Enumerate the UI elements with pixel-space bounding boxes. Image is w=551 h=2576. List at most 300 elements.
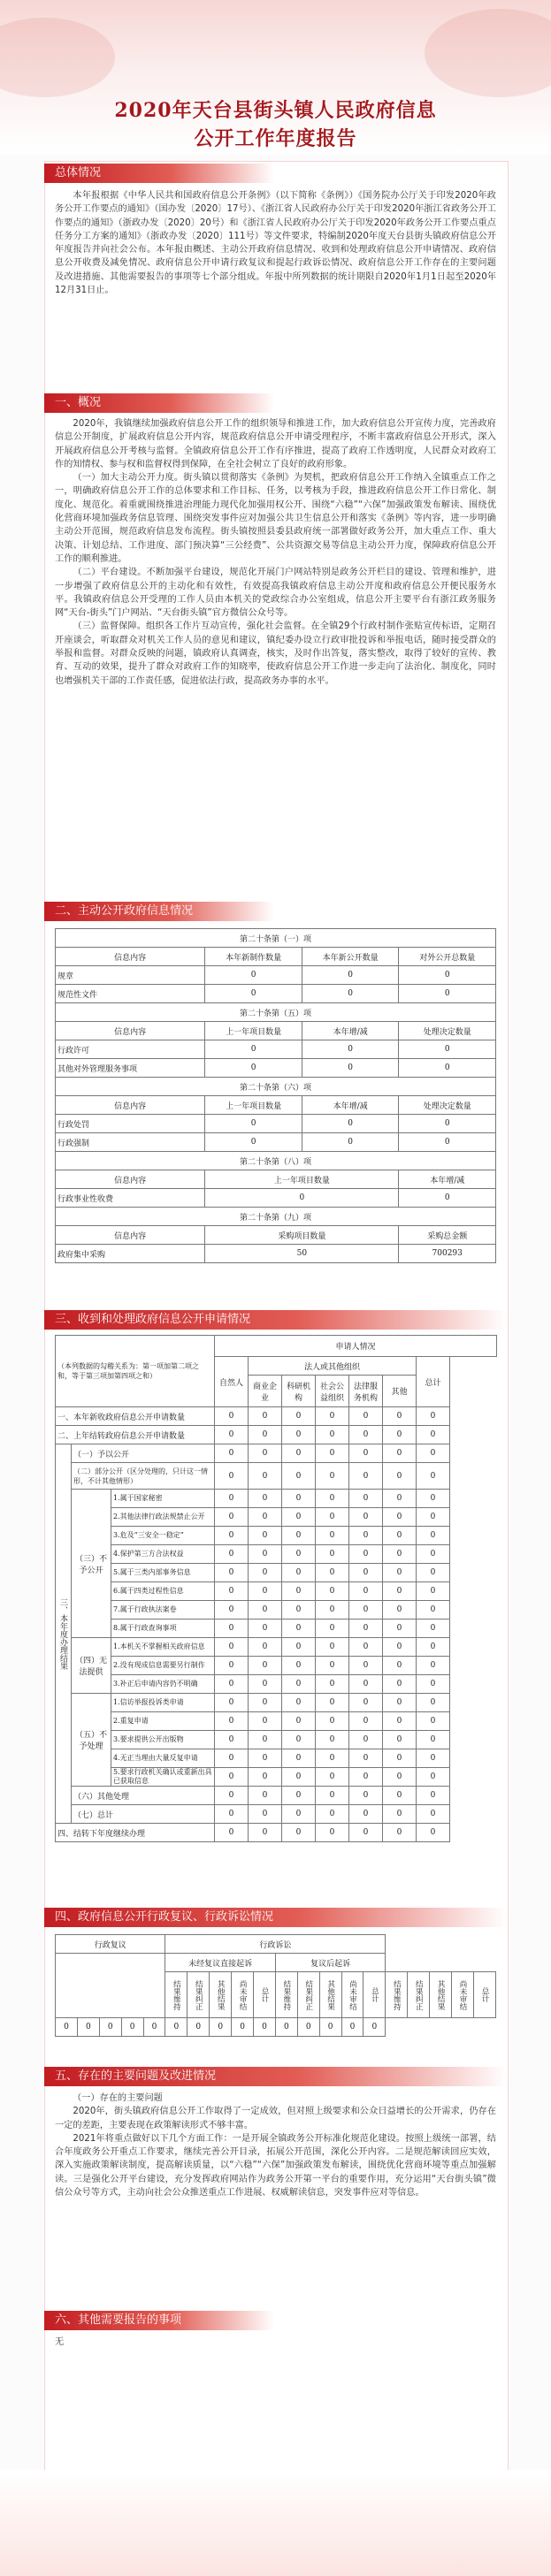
column-header: 结果纠正 <box>187 1972 210 2018</box>
table-cell: 0 <box>417 1768 450 1787</box>
section-2-title: 二、主动公开政府信息情况 <box>44 902 274 921</box>
table-cell: 0 <box>316 1463 349 1490</box>
table-cell: 0 <box>417 1463 450 1490</box>
table-cell: 0 <box>249 1508 282 1527</box>
column-header: 信息内容 <box>56 1170 205 1189</box>
table-cell: 0 <box>316 1407 349 1426</box>
table-cell: 0 <box>215 1463 249 1490</box>
table-cell: 0 <box>249 1490 282 1508</box>
table-cell: 0 <box>249 1407 282 1426</box>
table-cell: 0 <box>215 1731 249 1749</box>
table-cell: 0 <box>383 1545 417 1564</box>
table-cell: 0 <box>417 1620 450 1638</box>
table-cell: 0 <box>417 1657 450 1675</box>
table-cell: 0 <box>383 1805 417 1824</box>
column-header: 信息内容 <box>56 1226 205 1245</box>
table-cell: 0 <box>282 1545 316 1564</box>
row-label: 3.危及“三安全一稳定” <box>111 1527 215 1545</box>
section-1-text: 2020年，我镇继续加强政府信息公开工作的组织领导和推进工作，加大政府信息公开宣传力度，完善政府信息公开制度，扩展政府信息公开内容，规范政府信息公开申请受理程序，不断丰富政府信息公开形式，深入开展政府信息公开考核与监督。全镇政府信息公开工作有序推进，提高了政府工作透明度，人民群众对政府工作的知情权、参与权和监督权得到保障，在全社会树立了良好的政府形象。 （一）加大主动公开力度。街头镇以贯彻落实《条例》为契机，把政府信息公开工作纳入全镇重点工作之一，明确政府信息公开工作的总体要求和工作目标、任务，以考核为手段，推进政府信息公开工作日常化、制度化、规范化。着重就围绕推进治理能力现代化加强用权公开、围绕“六稳”“六保”加强政策发布解读、围绕优化营商环境加强政务信息管理、围绕突发事件应对加强公共卫生信息公开和落实《条例》等内容，进一步明确主动公开范围，规范政府信息发布流程。街头镇按照县委县政府统一部署做好政务公开，加大重点工作、重大决策、计划总结、工作进度、部门预决算“三公经费”、公共资源交易等信息主动公开力度，保障政府信息公开工作的顺利推进。 （二）平台建设。不断加强平台建设，规范化开展门户网站特别是政务公开栏目的建设、管理和维护，进一步增强了政府信息公开的主动化和有效性，有效提高我镇政府信息主动公开度和政府信息公开便民服务水平。我镇政府信息公开受理的工作人员由本机关的党政综合办公室组成，信息公开主要平台有浙江政务服务网“天台-街头”门户网站、“天台街头镇”官方微信公众号等。 （三）监督保障。组织各工作片互动宣传，强化社会监督。在全镇29个行政村制作张贴宣传标语，定期召开座谈会，听取群众对机关工作人员的意见和建议，镇纪委办设立行政审批投诉和举报电话，随时接受群众的举报和监督。对群众反映的问题，镇政府认真调查，核实，及时作出答复，落实整改，取得了较好的宣传、教育、互动的效果，提升了群众对政府工作的知晓率，使政府信息公开工作进一步走向了法治化、制度化，同时也增强机关干部的工作责任感，促进依法行政，提高政务办事的水平。 <box>55 419 496 686</box>
table-cell: 0 <box>215 1564 249 1582</box>
table-cell: 0 <box>349 1805 383 1824</box>
column-header: 总计 <box>364 1972 386 2018</box>
row-label: 8.属于行政查询事项 <box>111 1620 215 1638</box>
column-header: 行政复议 <box>56 1935 165 1954</box>
column-header: 结果维持 <box>275 1972 297 2018</box>
row-label: （一）予以公开 <box>72 1444 215 1463</box>
column-header: 结果纠正 <box>297 1972 319 2018</box>
table-cell: 0 <box>383 1444 417 1463</box>
column-header: 商业企业 <box>249 1376 282 1407</box>
table-cell: 0 <box>282 1768 316 1787</box>
table-cell: 0 <box>215 1426 249 1444</box>
column-header: 行政诉讼 <box>165 1935 386 1954</box>
table-cell: 0 <box>349 1638 383 1657</box>
column-header: 本年新公开数量 <box>302 948 399 966</box>
section-4-title: 四、政府信息公开行政复议、行政诉讼情况 <box>44 1908 507 1927</box>
column-header: 结果维持 <box>386 1972 408 2018</box>
table-cell: 0 <box>282 1657 316 1675</box>
report-title-line2: 公开工作年度报告 <box>194 127 357 150</box>
row-label: 5.属于三类内部事务信息 <box>111 1564 215 1582</box>
table-cell: 0 <box>249 1657 282 1675</box>
table-cell: 0 <box>249 1601 282 1620</box>
table-cell: 0 <box>210 2018 232 2037</box>
table-cell: 0 <box>399 1115 496 1133</box>
table-cell: 0 <box>249 1749 282 1768</box>
table-cell: 0 <box>399 985 496 1003</box>
table-cell: 0 <box>302 1133 399 1152</box>
table-cell: 0 <box>143 2018 165 2037</box>
table-cell: 0 <box>349 1694 383 1712</box>
table-cell: 0 <box>215 1805 249 1824</box>
table-cell: 0 <box>215 1675 249 1694</box>
column-header: 科研机构 <box>282 1376 316 1407</box>
table-cell: 0 <box>349 1407 383 1426</box>
row-label: 3.补正后申请内容仍不明确 <box>111 1675 215 1694</box>
table-cell: 0 <box>215 1638 249 1657</box>
table-cell: 0 <box>205 1059 302 1078</box>
table-cell: 0 <box>249 1731 282 1749</box>
table-cell: 0 <box>316 1601 349 1620</box>
overview-text: 本年报根据《中华人民共和国政府信息公开条例》（以下简称《条例》）《国务院办公厅关于印发2020年政务公开工作要点的通知》（国办发〔2020〕17号）、《浙江省人民政府办公厅关于印发2020年浙江省政务公开工作要点的通知》（浙政办发〔2020〕20号）和《浙江省人民政府办公厅关于印发2020年政务公开工作要点重点任务分工方案的通知》（浙政办发〔2020〕111号）等文件要求，特编制2020年度天台县街头镇政府信息公开年度报告并向社会公布。本年报由概述、主动公开政府信息情况、收到和处理政府信息公开申请情况、政府信息公开收费及减免情况、政府信息公开申请行政复议和提起行政诉讼情况、政府信息公开工作存在的主要问题及改进措施、其他需要报告的事项等七个部分组成。年报中所列数据的统计期限自2020年1月1日起至2020年12月31日止。 <box>55 191 496 296</box>
table-cell: 0 <box>215 1444 249 1463</box>
row-label: 1.本机关不掌握相关政府信息 <box>111 1638 215 1657</box>
table-cell: 0 <box>249 1768 282 1787</box>
table-cell: 0 <box>215 1768 249 1787</box>
table-cell: 0 <box>417 1444 450 1463</box>
column-header: 尚未审结 <box>232 1972 254 2018</box>
table-cell: 0 <box>249 1675 282 1694</box>
application-table <box>55 1335 496 1842</box>
table-cell: 0 <box>282 1407 316 1426</box>
table-cell: 0 <box>232 2018 254 2037</box>
table-cell: 0 <box>383 1768 417 1787</box>
table-cell: 0 <box>417 1527 450 1545</box>
table-cell: 0 <box>417 1824 450 1842</box>
table-cell: 0 <box>282 1463 316 1490</box>
table-cell: 0 <box>282 1426 316 1444</box>
table-cell: 0 <box>205 1133 302 1152</box>
row-label: 3.要求提供公开出版物 <box>111 1731 215 1749</box>
table-cell: 0 <box>349 1731 383 1749</box>
row-label: 四、结转下年度继续办理 <box>56 1824 215 1842</box>
table-cell: 0 <box>249 1426 282 1444</box>
table-cell: 0 <box>417 1805 450 1824</box>
table-cell: 0 <box>187 2018 210 2037</box>
table-cell: 0 <box>417 1675 450 1694</box>
table-cell: 0 <box>282 1564 316 1582</box>
table-cell: 0 <box>275 2018 297 2037</box>
column-header: 上一年项目数量 <box>205 1096 302 1115</box>
column-header: 复议后起诉 <box>275 1954 385 1972</box>
table-cell: 0 <box>316 1749 349 1768</box>
table-cell: 0 <box>282 1675 316 1694</box>
table-cell: 0 <box>302 966 399 985</box>
table-cell: 0 <box>215 1749 249 1768</box>
group-label: （五）不予处理 <box>72 1694 111 1787</box>
table-cell: 0 <box>77 2018 99 2037</box>
table-cell: 0 <box>383 1638 417 1657</box>
table-cell: 0 <box>316 1508 349 1527</box>
group-label: （四）无法提供 <box>72 1638 111 1694</box>
table-cell: 0 <box>349 1463 383 1490</box>
row-label: 5.要求行政机关确认或重新出具已获取信息 <box>111 1768 215 1787</box>
column-header: 结果维持 <box>165 1972 187 2018</box>
column-header: 申请人情况 <box>215 1336 497 1357</box>
table-cell: 0 <box>417 1490 450 1508</box>
table-cell: 0 <box>282 1638 316 1657</box>
table-cell: 0 <box>383 1675 417 1694</box>
table-cell: 0 <box>349 1787 383 1805</box>
row-label: 行政处罚 <box>56 1115 205 1133</box>
table-cell: 0 <box>215 1787 249 1805</box>
table-cell: 0 <box>249 1527 282 1545</box>
table-cell: 0 <box>215 1545 249 1564</box>
table-cell: 0 <box>383 1657 417 1675</box>
table-cell: 0 <box>349 1657 383 1675</box>
table-cell: 0 <box>383 1787 417 1805</box>
table-cell: 0 <box>383 1582 417 1601</box>
column-header: 尚未审结 <box>341 1972 364 2018</box>
table-cell: 0 <box>215 1508 249 1527</box>
table-cell: 0 <box>383 1824 417 1842</box>
proactive-disclosure-table <box>55 928 496 1263</box>
table-cell: 0 <box>316 1712 349 1731</box>
row-label: 规章 <box>56 966 205 985</box>
table-cell: 0 <box>249 1444 282 1463</box>
table-cell: 0 <box>215 1824 249 1842</box>
table-cell: 700293 <box>399 1245 496 1263</box>
table-header: 第二十条第（一）项 <box>56 929 496 948</box>
table-cell: 0 <box>121 2018 143 2037</box>
table-cell: 0 <box>205 985 302 1003</box>
table-cell: 0 <box>249 1805 282 1824</box>
table-cell: 0 <box>417 1601 450 1620</box>
row-label: （七）总计 <box>72 1805 215 1824</box>
table-cell: 0 <box>383 1712 417 1731</box>
column-header: 社会公益组织 <box>316 1376 349 1407</box>
table-cell: 0 <box>282 1490 316 1508</box>
table-cell: 0 <box>349 1508 383 1527</box>
table-cell: 0 <box>282 1620 316 1638</box>
table-cell: 0 <box>302 985 399 1003</box>
table-cell: 0 <box>215 1407 249 1426</box>
table-cell: 0 <box>417 1582 450 1601</box>
table-cell: 0 <box>417 1426 450 1444</box>
table-cell: 0 <box>316 1444 349 1463</box>
table-cell: 0 <box>316 1824 349 1842</box>
table-cell: 0 <box>399 1133 496 1152</box>
row-label: （六）其他处理 <box>72 1787 215 1805</box>
row-label: 4.保护第三方合法权益 <box>111 1545 215 1564</box>
table-cell: 0 <box>417 1407 450 1426</box>
table-cell: 0 <box>282 1444 316 1463</box>
row-label: 行政许可 <box>56 1040 205 1059</box>
table-cell: 0 <box>205 1115 302 1133</box>
table-cell: 0 <box>282 1694 316 1712</box>
table-cell: 0 <box>319 2018 341 2037</box>
table-cell: 0 <box>364 2018 386 2037</box>
column-header: 法人或其他组织 <box>249 1357 417 1376</box>
table-cell: 0 <box>316 1787 349 1805</box>
table-cell: 0 <box>249 1712 282 1731</box>
row-label: 4.无正当理由大量反复申请 <box>111 1749 215 1768</box>
table-cell: 0 <box>341 2018 364 2037</box>
table-cell: 0 <box>254 2018 276 2037</box>
table-cell: 0 <box>302 1115 399 1133</box>
report-title-line1: 2020年天台县街头镇人民政府信息 <box>114 99 437 122</box>
row-label: （二）部分公开（区分处理的，只计这一情形，不计其他情形） <box>72 1463 215 1490</box>
column-header: 采购项目数量 <box>205 1226 399 1245</box>
table-cell: 0 <box>383 1527 417 1545</box>
table-cell: 0 <box>316 1490 349 1508</box>
table-cell: 0 <box>349 1582 383 1601</box>
table-cell: 0 <box>349 1675 383 1694</box>
table-cell: 0 <box>282 1527 316 1545</box>
table-cell: 0 <box>215 1582 249 1601</box>
table-cell: 0 <box>383 1508 417 1527</box>
table-header: 第二十条第（五）项 <box>56 1003 496 1022</box>
table-cell: 0 <box>417 1749 450 1768</box>
review-litigation-table <box>55 1934 496 2037</box>
table-header: 第二十条第（九）项 <box>56 1208 496 1226</box>
column-header: 自然人 <box>215 1357 249 1407</box>
table-cell: 0 <box>205 1189 399 1208</box>
table-cell: 0 <box>399 966 496 985</box>
group-label: （三）不予公开 <box>72 1490 111 1638</box>
table-cell: 0 <box>417 1508 450 1527</box>
table-cell: 0 <box>383 1620 417 1638</box>
table-cell: 0 <box>215 1601 249 1620</box>
table-cell: 0 <box>316 1545 349 1564</box>
row-label: 1.信访举报投诉类申请 <box>111 1694 215 1712</box>
table-cell: 0 <box>316 1564 349 1582</box>
column-header: 上一年项目数量 <box>205 1022 302 1040</box>
table-cell: 0 <box>349 1545 383 1564</box>
column-header: 总计 <box>473 1972 495 2018</box>
column-header: 处理决定数量 <box>399 1022 496 1040</box>
table-cell: 0 <box>399 1059 496 1078</box>
column-header: 尚未审结 <box>452 1972 474 2018</box>
table-cell: 0 <box>56 2018 78 2037</box>
spacer-cell <box>56 1954 165 2018</box>
table-cell: 0 <box>282 1712 316 1731</box>
table-cell: 0 <box>383 1731 417 1749</box>
column-header: 对外公开总数量 <box>399 948 496 966</box>
subheading: （一）存在的主要问题 <box>73 2093 163 2103</box>
table-cell: 0 <box>282 1824 316 1842</box>
table-cell: 0 <box>316 1768 349 1787</box>
table-cell: 0 <box>249 1620 282 1638</box>
table-cell: 0 <box>302 1059 399 1078</box>
table-cell: 0 <box>282 1508 316 1527</box>
table-cell: 0 <box>349 1768 383 1787</box>
table-cell: 0 <box>383 1463 417 1490</box>
table-cell: 0 <box>215 1620 249 1638</box>
table-cell: 0 <box>349 1620 383 1638</box>
column-header: 法律服务机构 <box>349 1376 383 1407</box>
table-cell: 0 <box>417 1712 450 1731</box>
table-cell: 0 <box>205 1040 302 1059</box>
table-cell: 0 <box>302 1040 399 1059</box>
row-label: 7.属于行政执法案卷 <box>111 1601 215 1620</box>
table-cell: 0 <box>349 1527 383 1545</box>
table-cell: 0 <box>215 1527 249 1545</box>
column-header: 信息内容 <box>56 1096 205 1115</box>
section-6-title: 六、其他需要报告的事项 <box>44 2311 274 2330</box>
table-cell: 0 <box>383 1407 417 1426</box>
table-cell: 0 <box>349 1490 383 1508</box>
table-cell: 0 <box>215 1712 249 1731</box>
table-cell: 0 <box>349 1564 383 1582</box>
table-cell: 0 <box>417 1564 450 1582</box>
section-3-title: 三、收到和处理政府信息公开申请情况 <box>44 1310 507 1330</box>
row-label: 其他对外管理服务事项 <box>56 1059 205 1078</box>
row-label: 政府集中采购 <box>56 1245 205 1263</box>
table-cell: 0 <box>417 1731 450 1749</box>
column-header: 采购总金额 <box>399 1226 496 1245</box>
table-cell: 0 <box>249 1545 282 1564</box>
table-cell: 0 <box>417 1545 450 1564</box>
column-header: 总计 <box>417 1357 450 1407</box>
row-label: 二、上年结转政府信息公开申请数量 <box>56 1426 215 1444</box>
table-cell: 0 <box>399 1189 496 1208</box>
table-corner-note: （本列数据的勾稽关系为：第一项加第二项之和，等于第三项加第四项之和） <box>56 1336 215 1407</box>
column-header: 总计 <box>254 1972 276 2018</box>
row-label: 6.属于四类过程性信息 <box>111 1582 215 1601</box>
column-header: 本年新制作数量 <box>205 948 302 966</box>
table-cell: 0 <box>205 966 302 985</box>
table-cell: 0 <box>282 1787 316 1805</box>
table-cell: 0 <box>399 1040 496 1059</box>
section-5-title: 五、存在的主要问题及改进情况 <box>44 2067 507 2086</box>
table-cell: 0 <box>215 1490 249 1508</box>
table-cell: 0 <box>297 2018 319 2037</box>
table-cell: 0 <box>99 2018 121 2037</box>
table-cell: 0 <box>349 1749 383 1768</box>
table-cell: 0 <box>316 1582 349 1601</box>
table-cell: 0 <box>417 1638 450 1657</box>
column-header: 上一年项目数量 <box>205 1170 399 1189</box>
table-cell: 0 <box>383 1601 417 1620</box>
table-cell: 0 <box>249 1824 282 1842</box>
row-label: 规范性文件 <box>56 985 205 1003</box>
table-cell: 0 <box>349 1824 383 1842</box>
table-cell: 0 <box>349 1426 383 1444</box>
footer-decoration <box>0 2470 551 2576</box>
table-cell: 0 <box>282 1805 316 1824</box>
table-cell: 0 <box>417 1787 450 1805</box>
column-header: 本年增/减 <box>399 1170 496 1189</box>
table-header: 第二十条第（八）项 <box>56 1152 496 1170</box>
table-cell: 0 <box>215 1694 249 1712</box>
row-label: 行政事业性收费 <box>56 1189 205 1208</box>
row-label: 2.没有现成信息需要另行制作 <box>111 1657 215 1675</box>
table-cell: 0 <box>249 1582 282 1601</box>
table-cell: 0 <box>349 1601 383 1620</box>
table-cell: 0 <box>417 1694 450 1712</box>
table-cell: 0 <box>215 1657 249 1675</box>
table-cell: 0 <box>165 2018 187 2037</box>
table-cell: 0 <box>316 1675 349 1694</box>
column-header: 其他 <box>383 1376 417 1407</box>
column-header: 本年增/减 <box>302 1022 399 1040</box>
table-cell: 0 <box>349 1712 383 1731</box>
column-header: 其他结果 <box>210 1972 232 2018</box>
table-cell: 0 <box>383 1564 417 1582</box>
group-label: 三、本年度办理结果 <box>56 1444 72 1824</box>
table-cell: 0 <box>316 1731 349 1749</box>
table-cell: 0 <box>316 1620 349 1638</box>
table-cell: 0 <box>282 1749 316 1768</box>
table-cell: 0 <box>316 1426 349 1444</box>
section-overview-title: 总体情况 <box>44 164 274 183</box>
table-cell: 0 <box>249 1463 282 1490</box>
section-1-title: 一、概况 <box>44 393 274 413</box>
table-cell: 0 <box>282 1582 316 1601</box>
column-header: 其他结果 <box>319 1972 341 2018</box>
column-header: 本年增/减 <box>302 1096 399 1115</box>
table-cell: 0 <box>383 1749 417 1768</box>
table-cell: 0 <box>282 1601 316 1620</box>
table-cell: 0 <box>316 1638 349 1657</box>
row-label: 2.其他法律行政法规禁止公开 <box>111 1508 215 1527</box>
table-cell: 0 <box>383 1426 417 1444</box>
row-label: 行政强制 <box>56 1133 205 1152</box>
column-header: 信息内容 <box>56 1022 205 1040</box>
table-cell: 0 <box>282 1731 316 1749</box>
table-cell: 0 <box>316 1527 349 1545</box>
table-cell: 0 <box>383 1694 417 1712</box>
column-header: 结果纠正 <box>408 1972 430 2018</box>
row-label: 2.重复申请 <box>111 1712 215 1731</box>
table-cell: 0 <box>249 1564 282 1582</box>
row-label: 一、本年新收政府信息公开申请数量 <box>56 1407 215 1426</box>
table-cell: 0 <box>249 1638 282 1657</box>
table-cell: 0 <box>249 1694 282 1712</box>
column-header: 处理决定数量 <box>399 1096 496 1115</box>
table-cell: 0 <box>349 1444 383 1463</box>
table-cell: 0 <box>316 1805 349 1824</box>
column-header: 未经复议直接起诉 <box>165 1954 275 1972</box>
table-cell: 0 <box>316 1694 349 1712</box>
table-cell: 50 <box>205 1245 399 1263</box>
section-5-text: （一）存在的主要问题 2020年，街头镇政府信息公开工作取得了一定成效，但对照上级要求和公众日益增长的公开需求，仍存在一定的差距，主要表现在政策解读形式不够丰富。 2021年将重点做好以下几个方面工作：一是开展全镇政务公开标准化规范化建设。按照上级统一部署，结合年度政务公开重点工作要求，继续完善公开目录，拓展公开范围，深化公开内容。二是规范解读回应实效，深入实施政策解读制度，提高解读质量，以“六稳”“六保”加强政策发布解读，围绕优化营商环境等重点加强解读。三是强化公开平台建设，充分发挥政府网站作为政务公开第一平台的重要作用，充分运用“天台街头镇”微信公众号等方式，主动向社会公众推送重点工作进展、权威解读信息，突发事件应对等信息。 <box>55 2093 496 2199</box>
column-header: 信息内容 <box>56 948 205 966</box>
table-cell: 0 <box>383 1490 417 1508</box>
row-label: 1.属于国家秘密 <box>111 1490 215 1508</box>
column-header: 其他结果 <box>430 1972 452 2018</box>
